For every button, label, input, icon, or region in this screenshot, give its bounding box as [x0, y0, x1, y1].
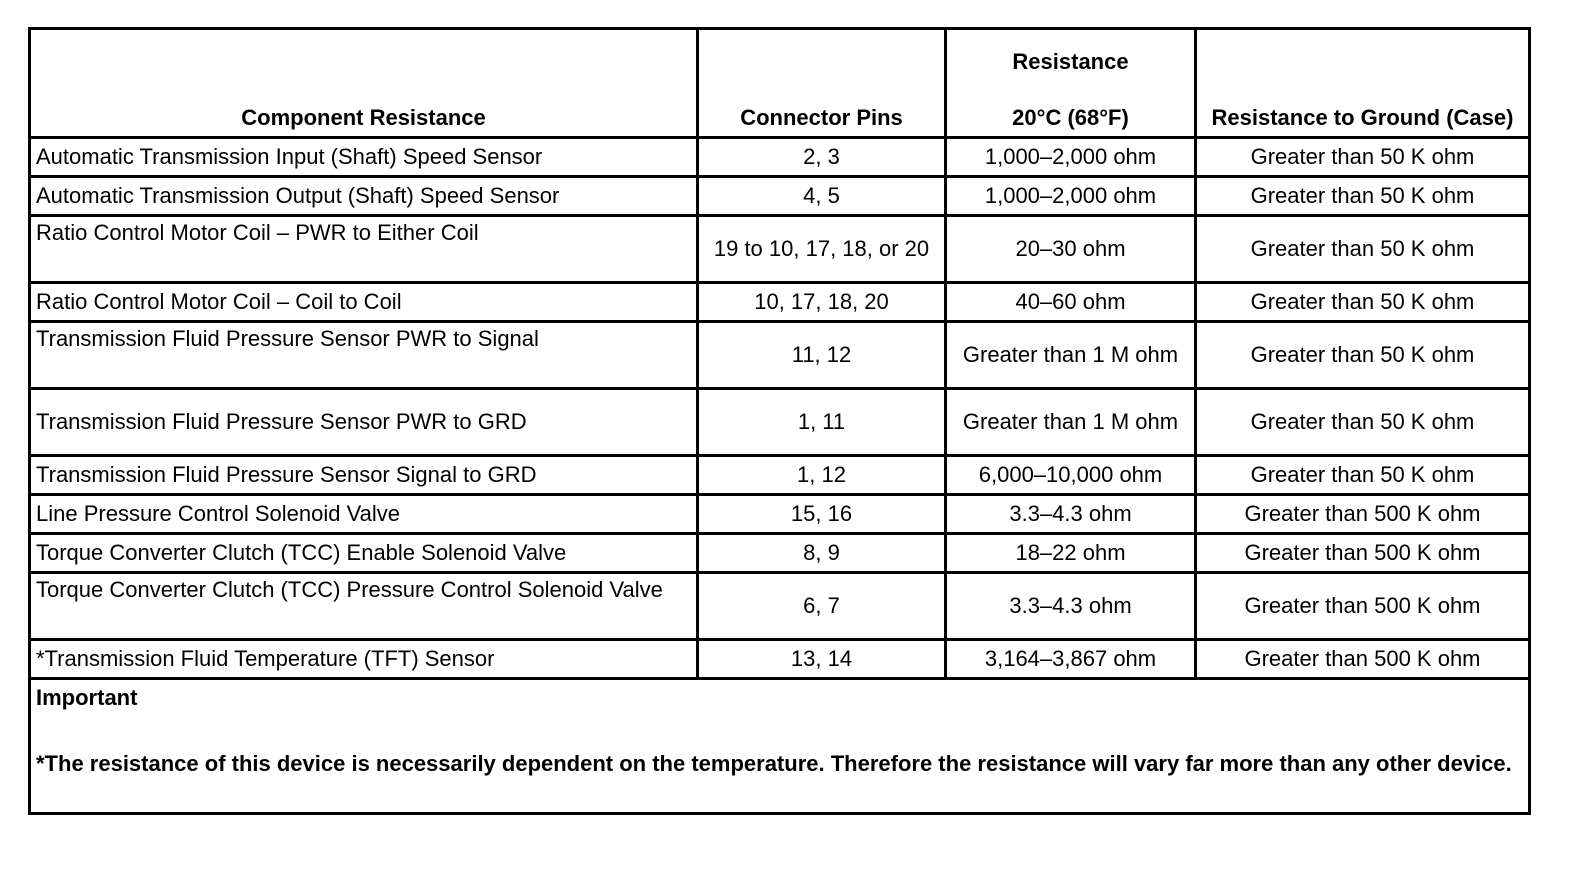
pins-cell: 2, 3 — [698, 138, 946, 177]
component-cell: Torque Converter Clutch (TCC) Enable Solenoid Valve — [30, 534, 698, 573]
resistance-cell: 3.3–4.3 ohm — [946, 573, 1196, 640]
table-row — [30, 534, 1530, 573]
header-connector-pins: Connector Pins — [698, 29, 946, 138]
component-cell: Line Pressure Control Solenoid Valve — [30, 495, 698, 534]
important-note — [30, 679, 1530, 814]
pins-cell: 13, 14 — [698, 640, 946, 679]
resistance-cell: 1,000–2,000 ohm — [946, 177, 1196, 216]
component-cell: Transmission Fluid Pressure Sensor PWR to Signal — [30, 322, 698, 389]
ground-cell: Greater than 500 K ohm — [1196, 495, 1530, 534]
resistance-cell: 18–22 ohm — [946, 534, 1196, 573]
pins-cell: 1, 11 — [698, 389, 946, 456]
resistance-cell: 3,164–3,867 ohm — [946, 640, 1196, 679]
resistance-cell: 1,000–2,000 ohm — [946, 138, 1196, 177]
header-resistance-to-ground: Resistance to Ground (Case) — [1196, 29, 1530, 138]
pins-cell: 10, 17, 18, 20 — [698, 283, 946, 322]
header-resistance-label: Resistance — [1012, 49, 1129, 74]
component-resistance-table — [28, 27, 1531, 815]
resistance-cell: 40–60 ohm — [946, 283, 1196, 322]
pins-cell: 11, 12 — [698, 322, 946, 389]
pins-cell: 1, 12 — [698, 456, 946, 495]
component-cell: Ratio Control Motor Coil – Coil to Coil — [30, 283, 698, 322]
table-row — [30, 138, 1530, 177]
ground-cell: Greater than 500 K ohm — [1196, 534, 1530, 573]
ground-cell: Greater than 500 K ohm — [1196, 640, 1530, 679]
resistance-cell: 6,000–10,000 ohm — [946, 456, 1196, 495]
component-cell: Torque Converter Clutch (TCC) Pressure Control Solenoid Valve — [30, 573, 698, 640]
header-resistance-temperature: 20°C (68°F) — [1012, 105, 1129, 130]
ground-cell: Greater than 50 K ohm — [1196, 389, 1530, 456]
header-resistance — [946, 29, 1196, 138]
table-row — [30, 177, 1530, 216]
ground-cell: Greater than 50 K ohm — [1196, 216, 1530, 283]
ground-cell: Greater than 50 K ohm — [1196, 322, 1530, 389]
component-cell: *Transmission Fluid Temperature (TFT) Sensor — [30, 640, 698, 679]
ground-cell: Greater than 500 K ohm — [1196, 573, 1530, 640]
resistance-cell: 20–30 ohm — [946, 216, 1196, 283]
component-cell: Ratio Control Motor Coil – PWR to Either Coil — [30, 216, 698, 283]
pins-cell: 6, 7 — [698, 573, 946, 640]
component-cell: Transmission Fluid Pressure Sensor PWR to GRD — [30, 389, 698, 456]
pins-cell: 19 to 10, 17, 18, or 20 — [698, 216, 946, 283]
table-row — [30, 640, 1530, 679]
ground-cell: Greater than 50 K ohm — [1196, 283, 1530, 322]
table-row — [30, 573, 1530, 640]
table-row — [30, 322, 1530, 389]
header-component: Component Resistance — [30, 29, 698, 138]
pins-cell: 15, 16 — [698, 495, 946, 534]
component-cell: Automatic Transmission Input (Shaft) Speed Sensor — [30, 138, 698, 177]
resistance-cell: Greater than 1 M ohm — [946, 389, 1196, 456]
pins-cell: 8, 9 — [698, 534, 946, 573]
resistance-cell: 3.3–4.3 ohm — [946, 495, 1196, 534]
note-text: *The resistance of this device is necessarily dependent on the temperature. Therefore the resistance will vary far more than any other device. — [36, 751, 1512, 776]
table-row — [30, 216, 1530, 283]
component-cell: Transmission Fluid Pressure Sensor Signal to GRD — [30, 456, 698, 495]
ground-cell: Greater than 50 K ohm — [1196, 138, 1530, 177]
ground-cell: Greater than 50 K ohm — [1196, 456, 1530, 495]
table-row — [30, 456, 1530, 495]
important-note-row — [30, 679, 1530, 814]
pins-cell: 4, 5 — [698, 177, 946, 216]
ground-cell: Greater than 50 K ohm — [1196, 177, 1530, 216]
header-row — [30, 29, 1530, 138]
table-row — [30, 283, 1530, 322]
component-cell: Automatic Transmission Output (Shaft) Speed Sensor — [30, 177, 698, 216]
table-row — [30, 389, 1530, 456]
note-heading: Important — [36, 685, 138, 710]
table-row — [30, 495, 1530, 534]
resistance-cell: Greater than 1 M ohm — [946, 322, 1196, 389]
